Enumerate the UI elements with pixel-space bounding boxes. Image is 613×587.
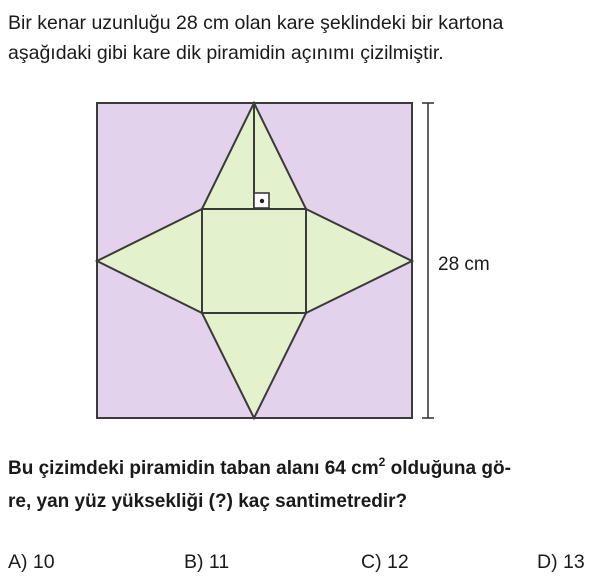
question-line-1 [8,452,608,485]
question-text [8,452,608,518]
option-b[interactable]: B) 11 [184,551,230,573]
intro-line-2: aşağıdaki gibi kare dik piramidin açınımı çizilmiştir. [8,42,444,64]
option-a[interactable]: A) 10 [8,551,55,573]
option-d[interactable]: D) 13 [537,551,585,573]
right-angle-dot [260,199,264,203]
answer-options [0,551,613,579]
question-line-1-end: olduğuna gö- [385,458,511,479]
option-c[interactable]: C) 12 [361,551,409,573]
superscript-two: 2 [378,455,386,469]
question-line-2: re, yan yüz yüksekliği (?) kaç santimetredir? [8,491,408,512]
dimension-label: 28 cm [438,254,490,275]
intro-line-1: Bir kenar uzunluğu 28 cm olan kare şeklindeki bir kartona [8,12,504,34]
question-line-1-main: Bu çizimdeki piramidin taban alanı 64 cm [8,458,379,479]
